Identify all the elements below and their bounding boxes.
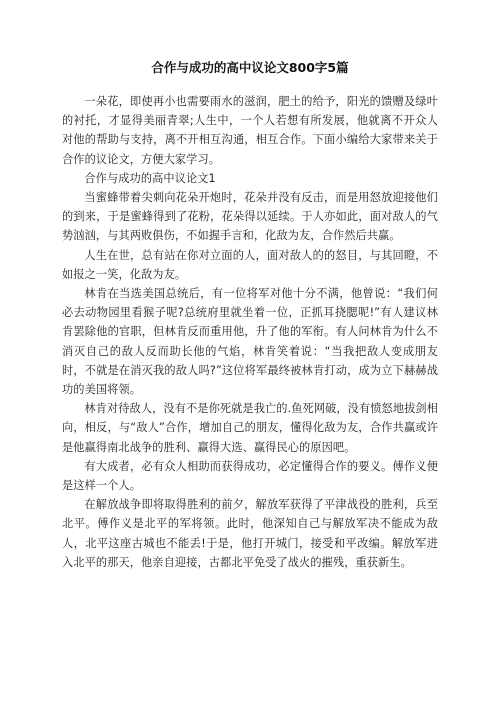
paragraph: 有大成者，必有众人相助而获得成功，必定懂得合作的要义。傅作义便是这样一个人。 bbox=[62, 459, 438, 493]
document-title: 合作与成功的高中议论文800字5篇 bbox=[151, 60, 349, 75]
paragraph: 人生在世，总有站在你对立面的人，面对敌人的的怒目，与其回瞪，不如报之一笑，化敌为友。 bbox=[62, 248, 438, 281]
paragraph: 当蜜蜂带着尖刺向花朵开炮时，花朵并没有反击，而是用怒放迎接他们的到来，于是蜜蜂得到了花粉，花朵得以延续。于人亦如此，面对敌人的气势汹汹，与其两败俱伤，不如握手言和，化敌为友，合作然后共赢。 bbox=[62, 191, 438, 243]
paragraph: 在解放战争即将取得胜利的前夕，解放军获得了平津战役的胜利，兵至北平。傅作义是北平的军将领。此时，他深知自己与解放军决不能成为敌人，北平这座古城也不能丢!于是，他打开城门，接受和平改编。解放军进入北平的那天，他亲自迎接，古都北平免受了战火的摧残，重获新生。 bbox=[62, 498, 438, 569]
section-heading-1: 合作与成功的高中议论文1 bbox=[84, 171, 216, 185]
paragraph-intro: 一朵花，即使再小也需要雨水的滋润，肥土的给予，阳光的馈赠及绿叶的衬托，才显得美丽青翠;人生中，一个人若想有所发展，他就离不开众人对他的帮助与支持，离不开相互沟通，相互合作。下面小编给大家带来关于合作的议论文，方便大家学习。 bbox=[62, 95, 438, 166]
paragraph: 林肯对待敌人，没有不是你死就是我亡的.鱼死网破，没有愤怒地拔剑相向，相反，与“敌人”合作，增加自己的朋友，懂得化敌为友，合作共赢或许是他赢得南北战争的胜利、赢得大选、赢得民心的原因吧。 bbox=[62, 402, 438, 454]
paragraph: 林肯在当选美国总统后，有一位将军对他十分不满，他曾说：“我们何必去动物园里看猴子呢?总统府里就坐着一位，正抓耳挠腮呢!”有人建议林肯罢除他的官职，但林肯反而重用他，升了他的军衔。有人问林肯为什么不消灭自己的敌人反而助长他的气焰，林肯笑着说：“当我把敌人变成朋友时，不就是在消灭我的敌人吗?”这位将军最终被林肯打动，成为立下赫赫战功的美国将领。 bbox=[62, 287, 438, 397]
document-body bbox=[62, 92, 438, 572]
